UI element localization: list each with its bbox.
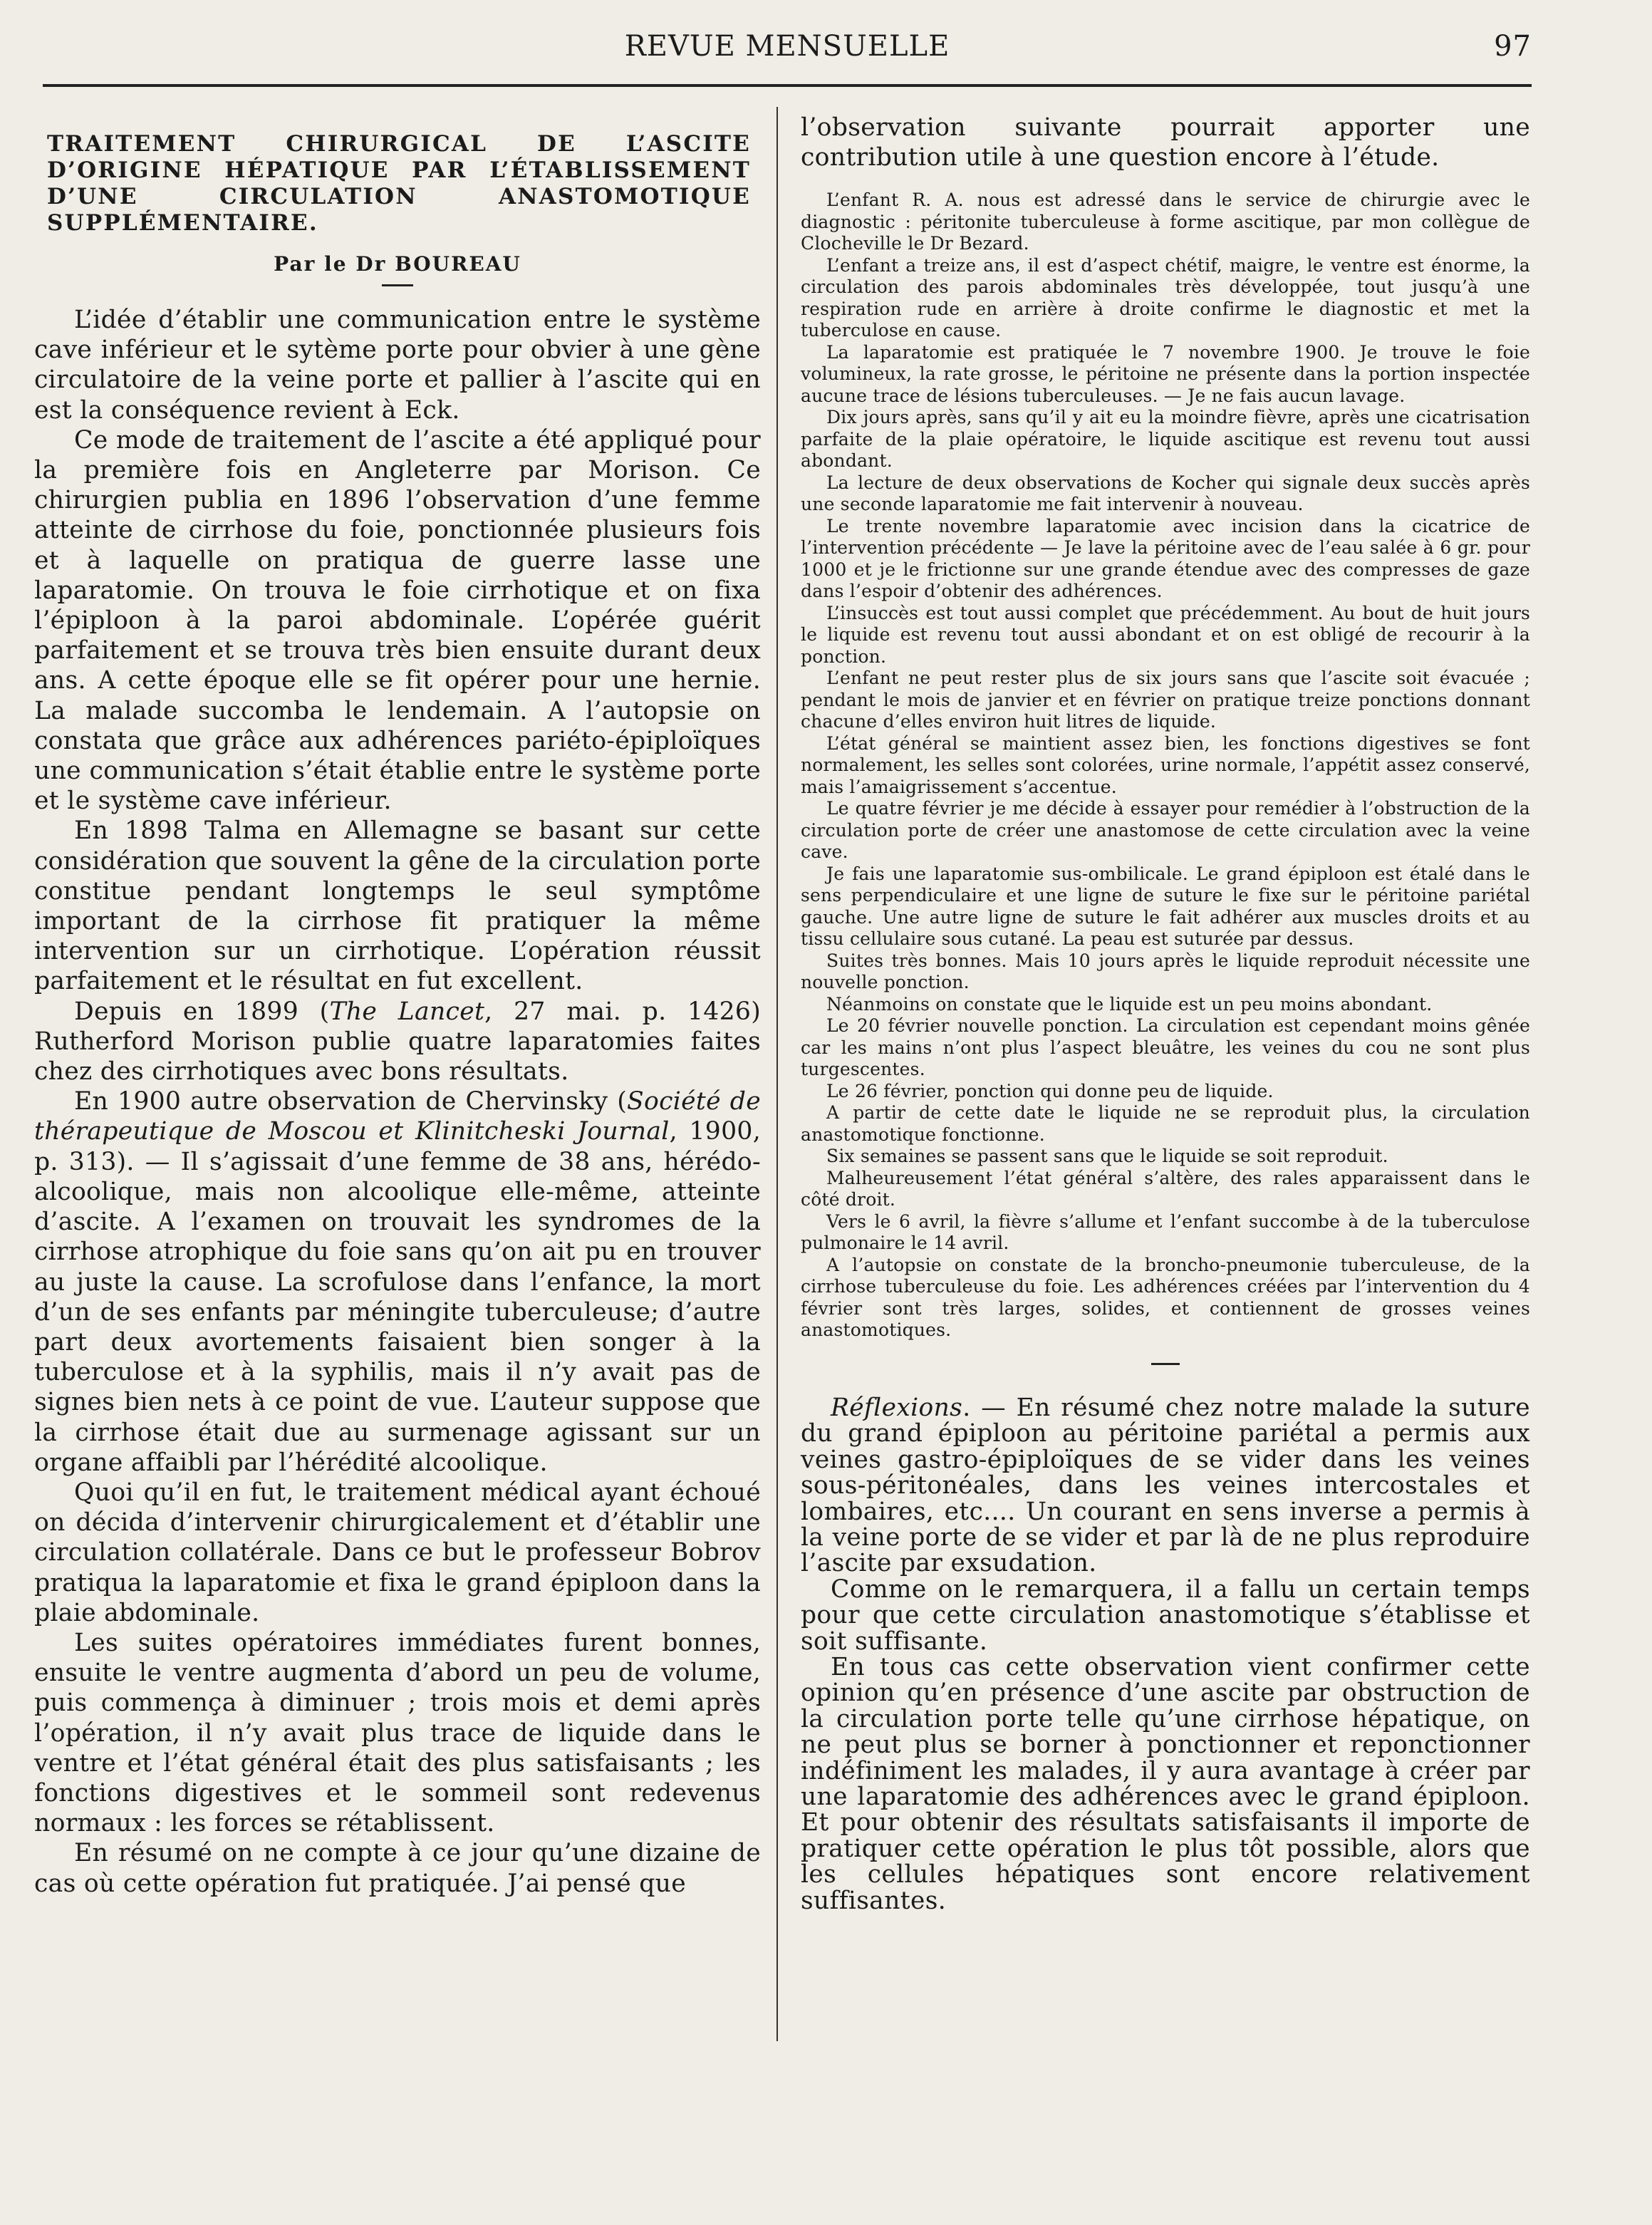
observation-paragraph: La laparatomie est pratiquée le 7 novembre 1900. Je trouve le foie volumineux, la rate grosse, le péritoine ne présente dans la portion inspectée aucune trace de lésions tuberculeuses. — Je ne fais aucun lavage. [801,341,1530,406]
paragraph-resume: En résumé on ne compte à ce jour qu’une dizaine de cas où cette opération fut pratiquée. J’ai pensé que [34,1839,761,1898]
reflexions-paragraph: Comme on le remarquera, il a fallu un certain temps pour que cette circulation anastomotique s’établisse et soit suffisante. [801,1575,1530,1656]
reflexions-paragraph [801,1395,1530,1577]
observation-paragraph: Six semaines se passent sans que le liquide se soit reproduit. [826,1146,1388,1167]
chervinsky-journal: Société de thérapeutique de Moscou et Klinitcheski Journal [34,1087,761,1146]
observation-paragraph: Je fais une laparatomie sus-ombilicale. Le grand épiploon est étalé dans le sens perpendiculaire et une ligne de suture le fixe sur le péritoine pariétal gauche. Une autre ligne de suture le fait adhérer aux muscles droits et au tissu cellulaire sous cutané. La peau est suturée par dessus. [801,863,1530,950]
page-header [43,30,1532,67]
reflexions-block [801,1395,1530,1914]
chervinsky-text-b: , 1900, p. 313). — Il s’agissait d’une femme de 38 ans, hérédo-alcoolique, mais non alcoolique elle-même, atteinte d’ascite. A l’examen on trouvait les syndromes de la cirrhose atrophique du foie sans qu’on ait pu en trouver au juste la cause. La scrofulose dans l’enfance, la mort d’un de ses enfants par méningite tuberculeuse; d’autre part deux avortements faisaient bien songer à la tuberculose et à la syphilis, mais il n’y avait pas de signes bien nets à ce point de vue. L’auteur suppose que la cirrhose était due au surmenage agissant sur un organe affaibli par l’hérédité alcoolique. [34,1117,761,1477]
paragraph-talma: En 1898 Talma en Allemagne se basant sur cette considération que souvent la gêne de la circulation porte constitue pendant longtemps le seul symptôme important de la cirrhose fit pratiquer la même intervention sur un cirrhotique. L’opération réussit parfaitement et le résultat en fut excellent. [34,816,761,996]
left-column [34,114,761,1899]
article-byline: Par le Dr BOUREAU [274,252,521,276]
paragraph-morison: Ce mode de traitement de l’ascite a été appliqué pour la première fois en Angleterre par Morison. Ce chirurgien publia en 1896 l’observation d’une femme atteinte de cirrhose du foie, ponctionnée plusieurs fois et à laquelle on pratiqua de guerre lasse une laparatomie. On trouva le foie cirrhotique et on fixa l’épiploon à la paroi abdominale. L’opérée guérit parfaitement et se trouva très bien ensuite durant deux ans. A cette époque elle se fit opérer pour une hernie. La malade succomba le lendemain. A l’autopsie on constata que grâce aux adhérences pariéto-épiploïques une communication s’était établie entre le système porte et le système cave inférieur. [34,425,761,816]
observation-paragraph: L’état général se maintient assez bien, les fonctions digestives se font normalement, les selles sont colorées, urine normale, l’appétit assez conservé, mais l’amaigrissement s’accentue. [801,732,1530,797]
observation-paragraph: Vers le 6 avril, la fièvre s’allume et l’enfant succombe à de la tuberculose pulmonaire le 14 avril. [801,1210,1530,1254]
observation-paragraph: Le 20 février nouvelle ponction. La circulation est cependant moins gênée car les mains n’ont plus l’aspect bleuâtre, les veines du cou ne sont plus turgescentes. [801,1015,1530,1080]
observation-paragraph: Dix jours après, sans qu’il y ait eu la moindre fièvre, après une cicatrisation parfaite de la plaie opératoire, le liquide ascitique est revenu tout aussi abondant. [801,407,1530,472]
reflexions-label: Réflexions [831,1393,963,1422]
observation-paragraph: L’enfant ne peut rester plus de six jours sans que l’ascite soit évacuée ; pendant le mois de janvier et en février on pratique treize ponctions donnant chacune d’elles environ huit litres de liquide. [801,668,1530,732]
running-title: REVUE MENSUELLE [624,30,950,63]
observation-paragraph: La lecture de deux observations de Kocher qui signale deux succès après une seconde laparatomie me fait intervenir à nouveau. [801,472,1530,515]
byline-rule [382,284,413,286]
observation-block [801,190,1530,1342]
reflexions-text: . — En résumé chez notre malade la suture du grand épiploon au péritoine pariétal a permis aux veines gastro-épiploïques de se vider dans les veines sous-péritonéales, dans les veines intercostales et lombaires, etc.... Un courant en sens inverse a permis à la veine porte de se vider et par là de ne plus reproduire l’ascite par exsudation. [801,1393,1530,1578]
observation-paragraph: Le 26 février, ponction qui donne peu de liquide. [826,1080,1274,1101]
observation-paragraph: Le trente novembre laparatomie avec incision dans la cicatrice de l’intervention précédente — Je lave la péritoine avec de l’eau salée à 6 gr. pour 1000 et je le frictionne sur une grande étendue avec des compresses de gaze dans l’espoir d’obtenir des adhérences. [801,515,1530,602]
observation-paragraph: A partir de cette date le liquide ne se reproduit plus, la circulation anastomotique fonctionne. [801,1102,1530,1145]
observation-paragraph: A l’autopsie on constate de la broncho-pneumonie tuberculeuse, de la cirrhose tuberculeuse du foie. Les adhérences créées par l’intervention du 4 février sont très larges, solides, et contiennent de grosses veines anastomotiques. [801,1254,1530,1341]
paragraph-eck: L’idée d’établir une communication entre le système cave inférieur et le sytème porte pour obvier à une gène circulatoire de la veine porte et pallier à l’ascite qui en est la conséquence revient à Eck. [34,306,761,425]
column-divider [776,107,778,2041]
header-rule [43,84,1532,87]
reflexions-paragraph: En tous cas cette observation vient confirmer cette opinion qu’en présence d’une ascite par obstruction de la circulation porte telle qu’une cirrhose hépatique, on ne peut plus se borner à ponctionner et reponctionner indéfiniment les malades, il y aura avantage à créer par une laparatomie des adhérences avec le grand épiploon. Et pour obtenir des résultats satisfaisants il importe de pratiquer cette opération le plus tôt possible, alors que les cellules hépatiques sont encore relativement suffisantes. [801,1652,1530,1915]
section-rule [1151,1363,1180,1365]
paragraph-chervinsky [34,1086,761,1478]
observation-paragraph: L’enfant a treize ans, il est d’aspect chétif, maigre, le ventre est énorme, la circulation des parois abdominales très développée, tout jusqu’à une respiration rude en arrière à droite confirme le diagnostic et met la tuberculose en cause. [801,254,1530,341]
paragraph-observation-intro: l’observation suivante pourrait apporter une contribution utile à une question encore à l’étude. [801,113,1530,172]
page-number: 97 [1494,30,1532,63]
observation-paragraph: Néanmoins on constate que le liquide est un peu moins abondant. [826,993,1433,1015]
paragraph-suites: Les suites opératoires immédiates furent bonnes, ensuite le ventre augmenta d’abord un peu de volume, puis commença à diminuer ; trois mois et demi après l’opération, il n’y avait plus trace de liquide dans le ventre et l’état général était des plus satisfaisants ; les fonctions digestives et le sommeil sont redevenus normaux : les forces se rétablissent. [34,1628,761,1838]
article-title: TRAITEMENT CHIRURGICAL DE L’ASCITE D’ORIGINE HÉPATIQUE PAR L’ÉTABLISSEMENT D’UNE CIRCULATION ANASTOMOTIQUE SUPPLÉMENTAIRE. [47,131,751,236]
paragraph-bobrov: Quoi qu’il en fut, le traitement médical ayant échoué on décida d’intervenir chirurgicalement et d’établir une circulation collatérale. Dans ce but le professeur Bobrov pratiqua la laparatomie et fixa le grand épiploon dans la plaie abdominale. [34,1478,761,1627]
observation-paragraph: Le quatre février je me décide à essayer pour remédier à l’obstruction de la circulation porte de créer une anastomose de cette circulation avec la veine cave. [801,798,1530,863]
lancet-text-a: Depuis en 1899 ( [74,997,330,1026]
paragraph-lancet [34,997,761,1087]
chervinsky-text-a: En 1900 autre observation de Chervinsky ( [74,1087,628,1116]
observation-paragraph: Malheureusement l’état général s’altère, des rales apparaissent dans le côté droit. [801,1167,1530,1210]
right-column [801,113,1530,1914]
observation-paragraph: L’insuccès est tout aussi complet que précédemment. Au bout de huit jours le liquide est revenu tout aussi abondant et on est obligé de recourir à la ponction. [801,602,1530,667]
observation-paragraph: L’enfant R. A. nous est adressé dans le service de chirurgie avec le diagnostic : péritonite tuberculeuse à forme ascitique, par mon collègue de Clocheville le Dr Bezard. [801,190,1530,254]
lancet-journal: The Lancet [329,997,485,1026]
observation-paragraph: Suites très bonnes. Mais 10 jours après le liquide reproduit nécessite une nouvelle ponction. [801,950,1530,993]
lancet-text-b: , 27 mai. p. 1426) Rutherford Morison publie quatre laparatomies faites chez des cirrhotiques avec bons résultats. [34,997,761,1086]
